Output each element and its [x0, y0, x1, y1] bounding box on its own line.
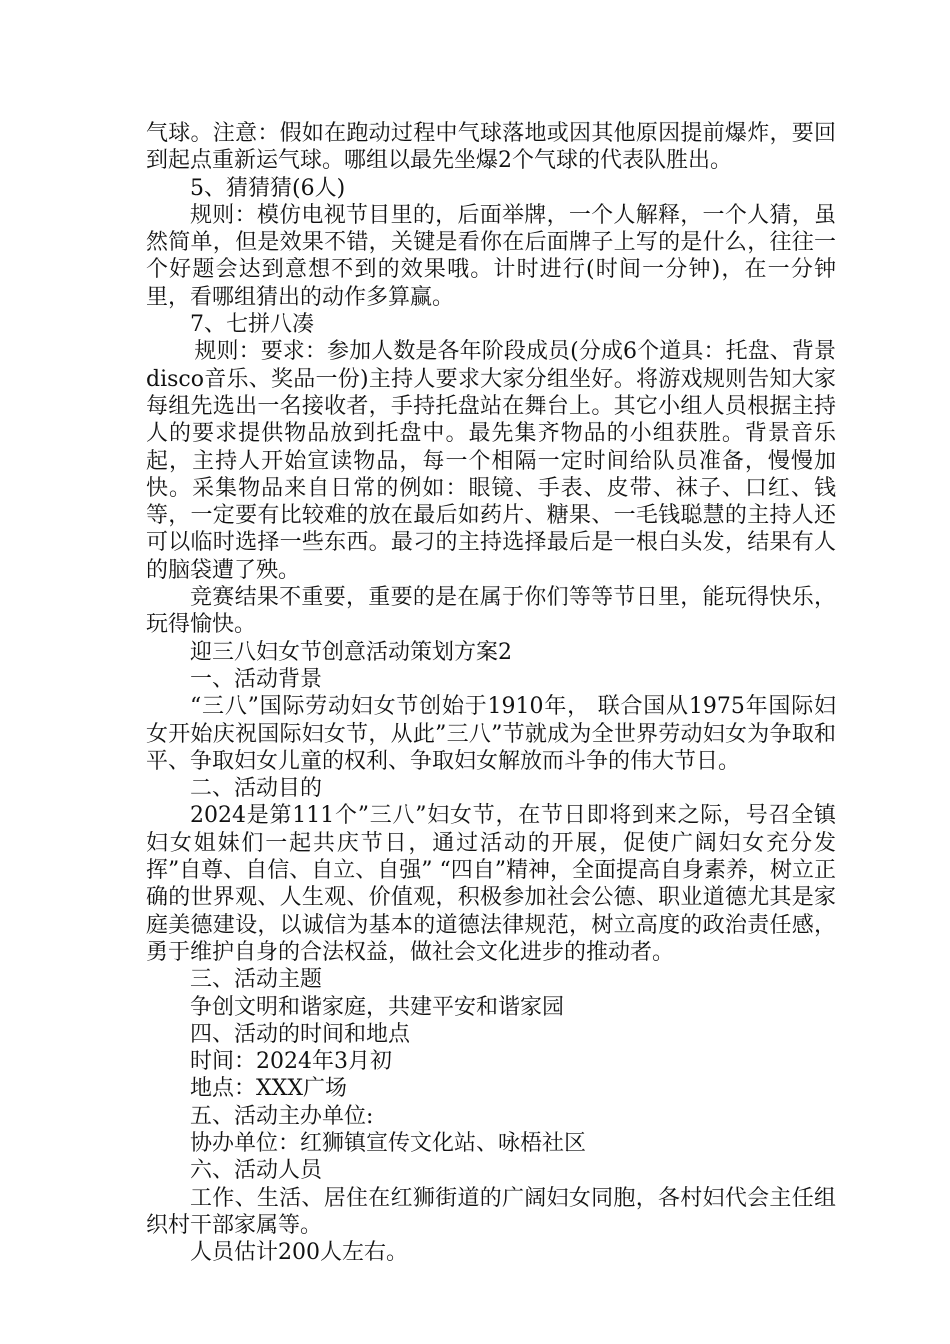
- heading-time-place: 四、活动的时间和地点: [190, 1021, 411, 1047]
- heading-purpose: 二、活动目的: [190, 776, 323, 802]
- paragraph-time: 时间：2024年3月初: [190, 1049, 392, 1075]
- paragraph-conclusion: 竞赛结果不重要，重要的是在属于你们等等节日里，能玩得快乐，玩得愉快。: [146, 585, 836, 638]
- heading-organizer: 五、活动主办单位:: [190, 1103, 374, 1129]
- heading-guess-game: 5、猜猜猜(6人): [190, 175, 346, 201]
- heading-background: 一、活动背景: [190, 666, 323, 692]
- paragraph-balloon-note: 气球。注意：假如在跑动过程中气球落地或因其他原因提前爆炸，要回到起点重新运气球。哪组以最先坐爆2个气球的代表队胜出。: [146, 121, 836, 174]
- section-title-plan-2: 迎三八妇女节创意活动策划方案2: [190, 639, 512, 665]
- paragraph-participant-estimate: 人员估计200人左右。: [190, 1240, 408, 1266]
- heading-collect-game: 7、七拼八凑: [190, 312, 314, 338]
- paragraph-theme: 争创文明和谐家庭，共建平安和谐家园: [190, 994, 565, 1020]
- paragraph-co-organizer: 协办单位：红狮镇宣传文化站、咏梧社区: [190, 1130, 587, 1156]
- paragraph-purpose: 2024是第111个”三八”妇女节，在节日即将到来之际，号召全镇妇女姐妹们一起共庆节日，通过活动的开展，促使广阔妇女充分发挥”自尊、自信、自立、自强” “四自”精神，全面提高自身素养，树立正确的世界观、人生观、价值观，积极参加社会公德、职业道德尤其是家庭美德建设，以诚信为基本的道德法律规范，树立高度的政治责任感，勇于维护自身的合法权益，做社会文化进步的推动者。: [146, 803, 836, 965]
- paragraph-background: “三八”国际劳动妇女节创始于1910年， 联合国从1975年国际妇女开始庆祝国际妇女节，从此”三八”节就成为全世界劳动妇女为争取和平、争取妇女儿童的权利、争取妇女解放而斗争的伟大节日。: [146, 694, 836, 774]
- document-page: [146, 120, 836, 1266]
- heading-theme: 三、活动主题: [190, 967, 323, 993]
- paragraph-place: 地点：XXX广场: [190, 1076, 347, 1102]
- paragraph-collect-rules: 规则：要求：参加人数是各年阶段成员(分成6个道具：托盘、背景disco音乐、奖品一份)主持人要求大家分组坐好。将游戏规则告知大家每组先选出一名接收者，手持托盘站在舞台上。其它小组人员根据主持人的要求提供物品放到托盘中。最先集齐物品的小组获胜。背景音乐起，主持人开始宣读物品，每一个相隔一定时间给队员准备，慢慢加快。采集物品来自日常的例如：眼镜、手表、皮带、袜子、口红、钱等，一定要有比较难的放在最后如药片、糖果、一毛钱聪慧的主持人还可以临时选择一些东西。最刁的主持选择最后是一根白头发，结果有人的脑袋遭了殃。: [146, 339, 836, 583]
- paragraph-guess-rules: 规则：模仿电视节目里的，后面举牌，一个人解释，一个人猜，虽然简单，但是效果不错，关键是看你在后面牌子上写的是什么，往往一个好题会达到意想不到的效果哦。计时进行(时间一分钟)，在一分钟里，看哪组猜出的动作多算赢。: [146, 202, 836, 310]
- paragraph-participants: 工作、生活、居住在红狮街道的广阔妇女同胞，各村妇代会主任组织村干部家属等。: [146, 1185, 836, 1238]
- heading-participants: 六、活动人员: [190, 1158, 323, 1184]
